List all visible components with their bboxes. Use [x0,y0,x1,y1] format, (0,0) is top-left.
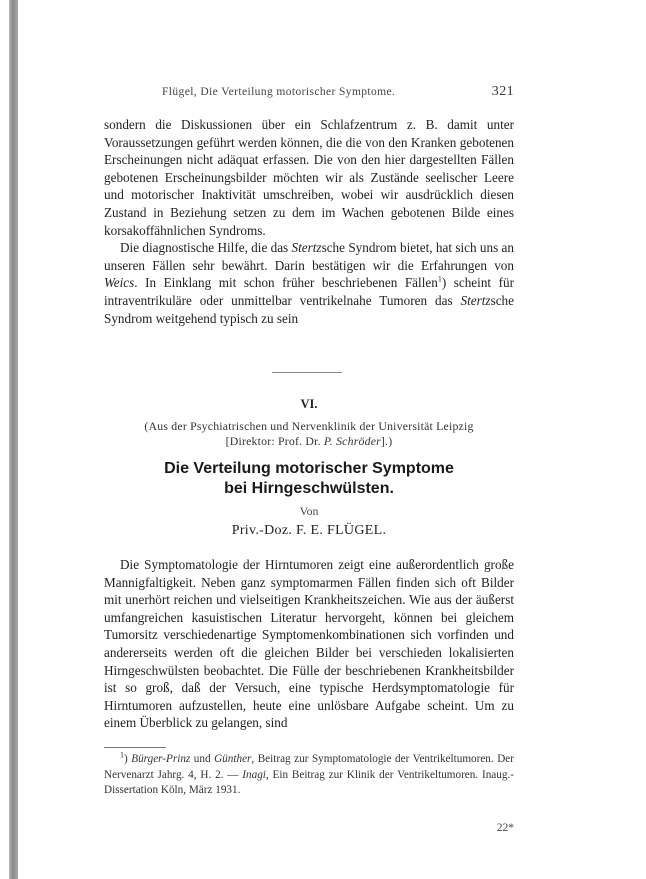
footnote-marker: 1 [120,750,124,760]
footnote-author: Inagi [242,768,266,781]
institute-text: [Direktor: Prof. Dr. [225,434,324,448]
paragraph-text: Die diagnostische Hilfe, die das [120,240,292,256]
paragraph-text: ) scheint für intraventrikuläre oder unmittelbar ventrikelnahe Tumoren das [104,275,514,308]
article-title [104,459,514,499]
footnote [104,752,514,799]
institute-text: ].) [380,434,393,448]
institute-affiliation [104,419,514,449]
director-name: P. Schröder [323,434,381,448]
footnote-author: Bürger-Prinz [131,753,191,765]
body-paragraph: Die Symptomatologie der Hirntumoren zeigt eine außerordentlich große Mannigfaltigkeit. Neben ganz symptomarmen Fällen finden sich oft Bilder mit unerhört reichen und vielseitigen Krankheitszeichen. Wie aus der äußerst umfangreichen kasuistischen Literatur hervorgeht, können bei gleichem Tumorsitz verschiedenartige Symptomenkombinationen sich vorfinden und andererseits werden oft die gleichen Bilder bei verschieden lokalisierten Hirngeschwülsten beobachtet. Die Fülle der beschriebenen Krankheitsbilder ist so groß, daß der Versuch, eine typische Herdsymptomatologie für Hirntumoren aufzustellen, heute eine unlösbare Aufgabe scheint. Um zu einem Überblick zu gelangen, sind [104,557,514,731]
article-body [104,556,514,732]
conclusion-paragraph-1: sondern die Diskussionen über ein Schlafzentrum z. B. damit unter Voraussetzungen geführt werden können, die die von den Kranken gebotenen Erscheinungen nicht adäquat erfassen. Die von den hier dargestellten Fällen gebotenen Erscheinungsbilder möchten wir als Zustände seelischer Leere und motorischer Inaktivität umschreiben, wobei wir ausdrücklich diesen Zustand in Beziehung setzen zu dem im Wachen gebotenen Bilde eines korsakoffähnlichen Syndroms. [104,117,514,238]
footnote-text-part: und [190,753,215,765]
article-author: Priv.-Doz. F. E. FLÜGEL. [231,523,387,538]
footnote-divider [104,747,166,748]
footnote-author: Günther [214,753,252,765]
page-binding-edge [9,0,18,879]
footnote-text-part: , Ein Beitrag zur Klinik der Ventrikeltumoren. Inaug.-Dissertation Köln, März 1931. [104,768,514,796]
previous-article-conclusion [104,116,514,327]
title-line-1: Die Verteilung motorischer Symptome [164,460,454,477]
author-name-weics: Weics [104,275,135,291]
author-name-stertz: Stertz [291,240,322,256]
title-line-2: bei Hirngeschwülsten. [224,480,394,497]
running-head-title: Flügel, Die Verteilung motorischer Symptome. [162,86,396,98]
footnote-text-part: , Beitrag zur Symptomatologie der Ventrikeltumoren. Der Nervenarzt Jahrg. 4, H. 2. — [104,753,514,781]
footnote-text: $^1$) Bürger-Prinz und Günther, Beitrag zur Symptomatologie der Ventrikeltumoren. Der Nervenarzt Jahrg. 4, H. 2. — Inagi, Ein Beitrag zur Klinik der Ventrikeltumoren. Inaug.-Dissertation Köln, März 1931. [104,750,514,796]
page-number: 321 [491,84,514,99]
paragraph-text: sche Syndrom bietet, hat sich uns an unseren Fällen sehr bewährt. Darin bestätigen wir die Erfahrungen von [104,240,514,273]
institute-line-1: (Aus der Psychiatrischen und Nervenklinik der Universität Leipzig [144,419,474,433]
section-divider [272,372,342,373]
footnote-reference[interactable]: 1 [437,274,442,284]
conclusion-paragraph-2 [104,239,514,327]
institute-line-2 [104,434,514,449]
paragraph-text: . In Einklang mit schon früher beschriebenen Fällen [134,275,438,291]
section-number: VI. [300,397,318,411]
author-name-stertz: Stertz [460,292,491,308]
printer-signature: 22* [496,822,514,834]
byline-von: Von [299,504,319,518]
running-head [104,86,514,104]
paragraph-text: sche Syndrom weitgehend typisch zu sein [104,292,514,326]
